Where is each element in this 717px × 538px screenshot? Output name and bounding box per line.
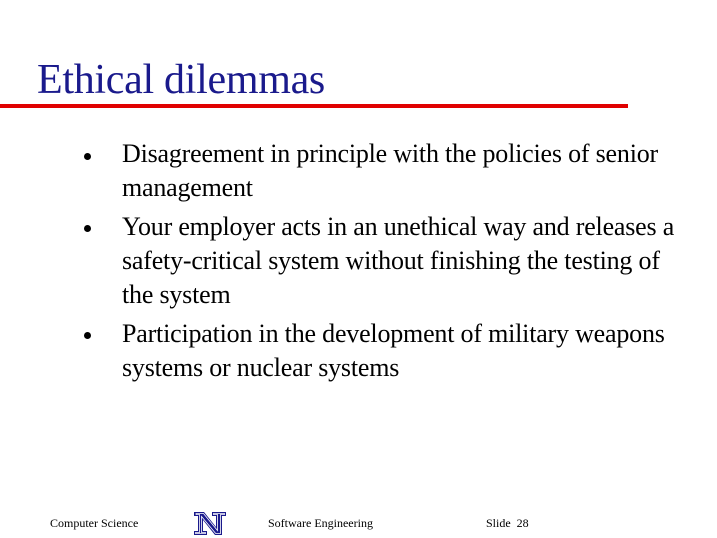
bullet-text: Your employer acts in an unethical way and releases a safety-critical system without finishing the testing of the system bbox=[122, 212, 675, 309]
bullet-text: Participation in the development of military weapons systems or nuclear systems bbox=[122, 319, 665, 382]
bullet-dot-icon bbox=[84, 225, 91, 232]
slide-title: Ethical dilemmas bbox=[37, 57, 325, 103]
bullet-text: Disagreement in principle with the policies of senior management bbox=[122, 139, 658, 202]
footer-subject: Software Engineering bbox=[268, 516, 373, 530]
bullet-dot-icon bbox=[84, 153, 91, 160]
footer-course-name: Computer Science bbox=[50, 516, 139, 530]
title-underline-rule bbox=[0, 104, 628, 108]
university-n-logo-icon bbox=[193, 511, 227, 536]
footer-slide-number: Slide 28 bbox=[486, 516, 529, 530]
bullet-dot-icon bbox=[84, 332, 91, 339]
